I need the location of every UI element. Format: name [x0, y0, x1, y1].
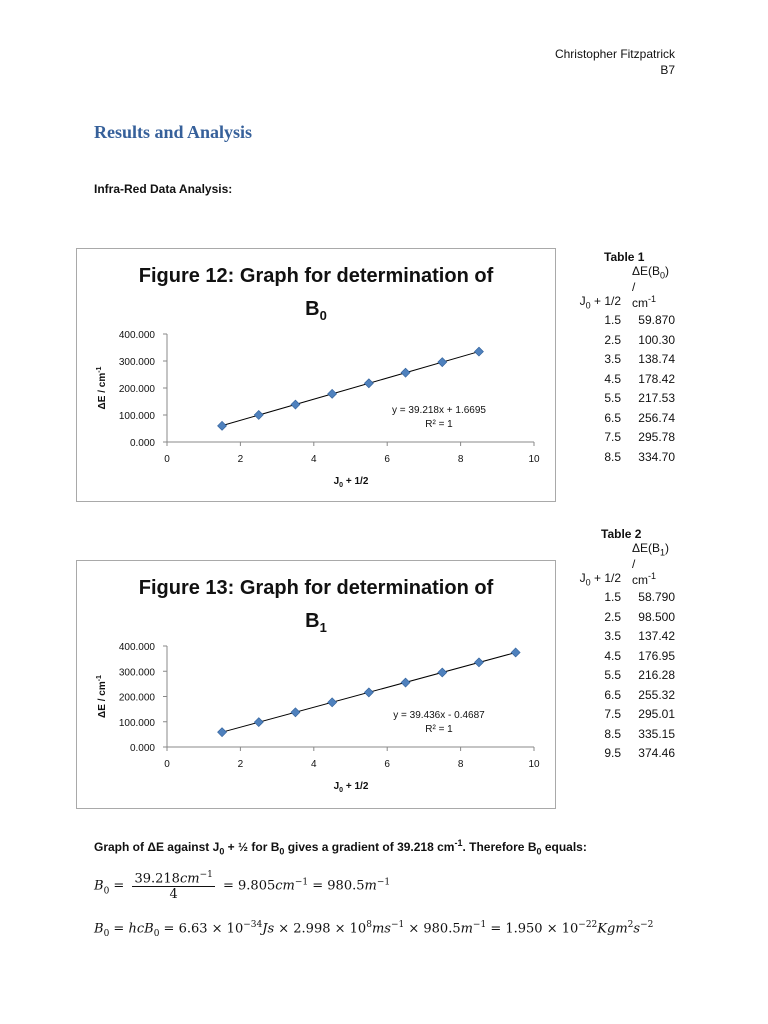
table-row [568, 427, 675, 447]
cell-j: 8.5 [604, 726, 621, 741]
data-point [291, 708, 300, 717]
table-row [568, 607, 675, 627]
r-squared: R² = 1 [425, 419, 453, 430]
trendline-equation: y = 39.218x + 1.6695 [392, 405, 486, 416]
col-header-j: $J_0 + 1/2$ [579, 294, 621, 311]
data-point [401, 678, 410, 687]
x-tick-label: 8 [457, 454, 464, 465]
y-axis-label: ΔE / $cm^{-1}$ [96, 366, 108, 410]
cell-j: 9.5 [604, 746, 621, 761]
section-title: Results and Analysis [94, 122, 253, 142]
data-point [474, 347, 483, 356]
y-tick-label: 0.000 [129, 743, 155, 754]
table-row [568, 447, 675, 467]
table-row [568, 408, 675, 428]
table-caption: Table 1 [604, 250, 645, 264]
equation-b0-wavenumber: $B_0$ = $\frac{39.218cm^{-1}}{4}$ = $9.805cm^{-1} = 980.5m^{-1}$ [94, 870, 391, 903]
cell-delta-e: 59.870 [638, 313, 675, 328]
data-point [364, 379, 373, 388]
col-header-e: $\Delta E(B_0)$ / $cm^{-1}$ [632, 264, 670, 311]
data-point [254, 410, 263, 419]
cell-j: 8.5 [604, 449, 621, 464]
data-point [474, 658, 483, 667]
table-row [568, 587, 675, 607]
cell-delta-e: 138.74 [638, 352, 675, 367]
data-point [218, 728, 227, 737]
figure-13-svg [77, 561, 555, 808]
figure-13 [76, 560, 556, 809]
equation-b0-energy: $B_0 = hcB_0 = 6.63 \times 10^{-34}Js \times 2.998 \times 10^8ms^{-1} \times 980.5m^{-1} = 1.950 \times 10^{-22}Kgm^2s^{-2}$ [94, 920, 654, 939]
y-tick-label: 200.000 [118, 692, 155, 704]
cell-j: 5.5 [604, 391, 621, 406]
data-point [218, 421, 227, 430]
y-tick-label: 400.000 [118, 642, 155, 653]
x-axis-label: $J_0 + 1/2$ [333, 476, 369, 489]
cell-delta-e: 137.42 [638, 629, 675, 644]
data-table [568, 541, 675, 763]
x-tick-label: 2 [237, 759, 244, 770]
cell-delta-e: 178.42 [638, 371, 675, 386]
chart-title-symbol: $B_1$ [305, 610, 327, 635]
x-tick-label: 0 [164, 454, 170, 465]
x-tick-label: 2 [237, 454, 244, 465]
chart-title: Figure 13: Graph for determination of [138, 577, 494, 599]
cell-j: 3.5 [604, 629, 621, 644]
cell-delta-e: 374.46 [638, 746, 675, 761]
table-row [568, 388, 675, 408]
cell-delta-e: 335.15 [638, 726, 675, 741]
cell-j: 7.5 [604, 707, 621, 722]
cell-j: 2.5 [604, 332, 621, 347]
data-point [438, 358, 447, 367]
y-tick-label: 100.000 [118, 717, 155, 729]
table-row [568, 310, 675, 330]
cell-delta-e: 256.74 [638, 410, 675, 425]
y-tick-label: 400.000 [118, 330, 155, 341]
cell-j: 4.5 [604, 648, 621, 663]
col-header-e: $\Delta E(B_1)$ / $cm^{-1}$ [632, 541, 670, 588]
chart-title-symbol: $B_0$ [305, 298, 327, 323]
data-point [328, 698, 337, 707]
cell-j: 6.5 [604, 687, 621, 702]
y-tick-label: 300.000 [118, 357, 155, 368]
fraction: $\frac{39.218cm^{-1}}{4}$ [134, 870, 213, 903]
table-caption: Table 2 [601, 527, 642, 541]
y-axis-label: ΔE / $cm^{-1}$ [96, 675, 108, 718]
data-point [291, 400, 300, 409]
y-tick-label: 100.000 [118, 411, 155, 422]
table-row [568, 724, 675, 744]
table-row [568, 685, 675, 705]
figure-12-svg [77, 249, 555, 501]
x-tick-label: 10 [528, 454, 540, 465]
table-2 [568, 527, 675, 763]
data-point [364, 688, 373, 697]
figure-12 [76, 248, 556, 502]
analysis-sentence: Graph of ΔE against $J_0$ + ½ for $B_0$ gives a gradient of 39.218 $cm^{-1}$. Therefore $B_0$ equals: [94, 838, 587, 857]
table-row [568, 330, 675, 350]
chart-title: Figure 12: Graph for determination of [138, 265, 494, 287]
table-row [568, 646, 675, 666]
author-name: Christopher Fitzpatrick [554, 47, 675, 61]
cell-delta-e: 217.53 [638, 391, 675, 406]
cell-delta-e: 98.500 [638, 609, 675, 624]
y-tick-label: 0.000 [129, 438, 155, 449]
cell-j: 5.5 [604, 668, 621, 683]
cell-j: 6.5 [604, 410, 621, 425]
x-tick-label: 10 [528, 759, 540, 770]
cell-delta-e: 295.01 [638, 707, 675, 722]
data-point [328, 389, 337, 398]
group-code: B7 [660, 63, 675, 77]
table-row [568, 626, 675, 646]
cell-delta-e: 295.78 [638, 430, 675, 445]
cell-j: 7.5 [604, 430, 621, 445]
table-row [568, 743, 675, 763]
table-row [568, 704, 675, 724]
r-squared: R² = 1 [425, 724, 453, 735]
cell-j: 1.5 [604, 590, 621, 605]
col-header-j: $J_0 + 1/2$ [579, 571, 621, 588]
x-tick-label: 6 [384, 454, 390, 465]
x-tick-label: 4 [311, 759, 317, 770]
table-row [568, 349, 675, 369]
table-row [568, 369, 675, 389]
cell-delta-e: 58.790 [638, 590, 675, 605]
y-tick-label: 300.000 [118, 667, 155, 679]
data-point [438, 668, 447, 677]
cell-j: 4.5 [604, 371, 621, 386]
subsection-title: Infra-Red Data Analysis: [94, 182, 233, 196]
x-axis-label: $J_0 + 1/2$ [333, 781, 369, 794]
cell-delta-e: 176.95 [638, 648, 675, 663]
cell-j: 3.5 [604, 352, 621, 367]
cell-delta-e: 334.70 [638, 449, 675, 464]
data-point [511, 648, 520, 657]
data-table [568, 264, 675, 466]
author-block [555, 46, 675, 78]
x-tick-label: 6 [384, 759, 390, 770]
table-1 [568, 250, 675, 466]
cell-j: 2.5 [604, 609, 621, 624]
cell-delta-e: 216.28 [638, 668, 675, 683]
x-tick-label: 4 [311, 454, 317, 465]
trendline-equation: y = 39.436x - 0.4687 [393, 710, 485, 721]
data-point [254, 718, 263, 727]
cell-delta-e: 255.32 [638, 687, 675, 702]
y-tick-label: 200.000 [118, 384, 155, 395]
x-tick-label: 8 [457, 759, 464, 770]
x-tick-label: 0 [164, 759, 170, 770]
data-point [401, 368, 410, 377]
cell-j: 1.5 [604, 313, 621, 328]
cell-delta-e: 100.30 [638, 332, 675, 347]
table-row [568, 665, 675, 685]
